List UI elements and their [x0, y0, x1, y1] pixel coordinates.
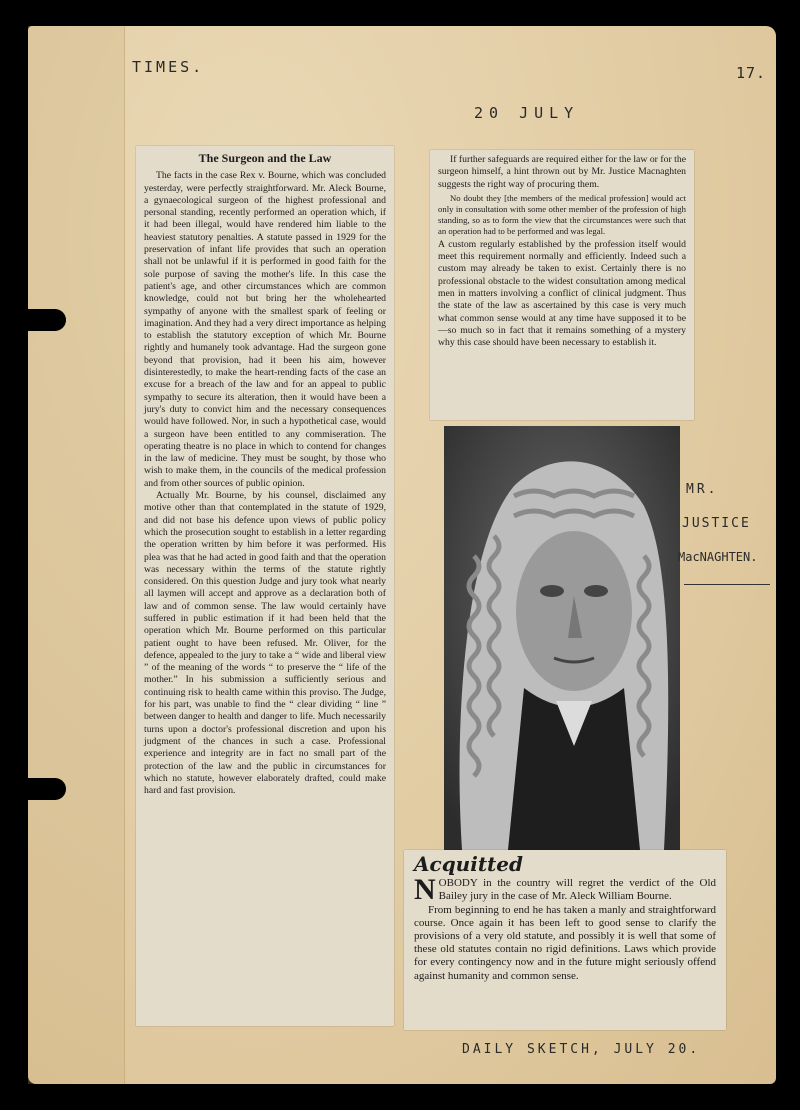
article-title: The Surgeon and the Law — [198, 151, 332, 165]
article-paragraph: Actually Mr. Bourne, by his counsel, disclaimed any motive other than that contemplated in the statute of 1929, and did not base his defence upon views of public policy which the prosecution sought to establish in a letter regarding the operation written by him before it was performed. His plea was that he had acted in good faith and that the operation was necessary within the terms of the statute rightly considered. On this question Judge and jury took what nearly all laymen will accept and approve as a declaration both of law and of common sense. The law would certainly have suffered in public estimation if it had been held that the operation which Mr. Bourne performed on this particular patient ought to have been refused. Mr. Oliver, for the defence, appealed to the jury to take a “ wide and liberal view ” of the meaning of the words “ to preserve the “ life of the mother.” In his submission a sufficiently serious and continuing risk to health came within this proviso. The Judge, for his part, was unable to find the “ clear dividing “ line ” between danger to health and danger to life. Much necessarily turns upon a doctor's professional discretion and upon his judgment of the chances in such a case. Professional experience and integrity are in fact no small part of the protection of the law and the public in circumstances for which no statute, however elaborately drafted, could make hard and fast provision. — [144, 490, 386, 797]
clipping-acquitted — [404, 850, 726, 1030]
handwritten-caption-line: MR. — [686, 482, 719, 497]
handwritten-footer-source: DAILY SKETCH, JULY 20. — [462, 1042, 701, 1057]
article-paragraph: A custom regularly established by the profession itself would meet this requirement normally and efficiently. Indeed such a custom may already be taken to exist. Certainly there is no professional obstacle to the widest consultation among medical men in matters involving a conflict of clinical judgment. Thus the state of the law as ascertained by this case is very much what common sense would at any time have supposed it to be—so much so in fact that it remains something of a mystery why this case should have been necessary to establish it. — [438, 238, 686, 349]
clipping-surgeon-and-law — [136, 146, 394, 1026]
handwritten-date: 20 JULY — [474, 104, 580, 122]
handwritten-caption-line: JUSTICE — [682, 516, 751, 531]
binder-hole — [26, 778, 66, 800]
article-paragraph — [414, 873, 716, 907]
article-paragraph: From beginning to end he has taken a manly and straightforward course. Once again it has been left to good sense to clarify the provisions of a very old statute, and possibly it is well that some of these old statutes contain no rigid definitions. Laws which provide for every contingency now and in the future might seriously offend against humanity and common sense. — [414, 903, 716, 982]
article-text: OBODY in the country will regret the verdict of the Old Bailey jury in the case of Mr. Aleck William Bourne. — [438, 877, 716, 903]
article-quote: No doubt they [the members of the medical profession] would act only in consultation with some other member of the profession of high standing, so as to form the view that the circumstances were such that an operation had to be performed and was legal. — [438, 192, 686, 236]
article-title: Acquitted — [414, 852, 524, 876]
handwritten-caption-line: MacNAGHTEN. — [678, 550, 758, 564]
judge-portrait-image — [444, 426, 680, 850]
portrait-photo — [444, 426, 680, 850]
handwritten-page-number: 17. — [736, 64, 767, 82]
clipping-continuation — [430, 150, 694, 420]
page-spine — [28, 26, 125, 1084]
drop-cap: N — [414, 873, 436, 907]
article-paragraph: If further safeguards are required either for the law or for the surgeon himself, a hint thrown out by Mr. Justice Macnaghten suggests the right way of procuring them. — [438, 154, 686, 190]
handwritten-source: TIMES. — [132, 58, 205, 76]
article-paragraph: The facts in the case Rex v. Bourne, which was concluded yesterday, were perfectly straightforward. Mr. Aleck Bourne, a gynaecological surgeon of the highest professional and personal standing, recently performed an operation which, if it had been illegal, would have rendered him liable to the heaviest statutory penalties. A statute passed in 1929 for the preservation of infant life provides that such an operation shall not be unlawful if it is performed in good faith for the sole purpose of saving the mother's life. In this case the patient's age, and other circumstances which are common knowledge, could not but bring her the wholehearted sympathy of anyone with the smallest spark of feeling or imagination. And they had a very direct importance as helping to establish the statutory exception of which Mr. Bourne rightly and humanely took advantage. Had the surgeon gone beyond that provision, had it been his aim, however disinterestedly, to make the heart-rending facts of the case an excuse for a breach of the law and for an appeal to public sympathy to secure its alteration, then it would have been a jury's duty to convict him and the necessary consequences would have followed. Nor, in such a hypothetical case, would a surgeon have been entitled to any commiseration. The operating theatre is no place in which to contend for changes in the law of medicine. They must be sought, by those who wish to make them, in the councils of the medical profession and from other sources of public opinion. — [144, 170, 386, 489]
binder-hole — [26, 309, 66, 331]
caption-underline — [684, 584, 770, 585]
